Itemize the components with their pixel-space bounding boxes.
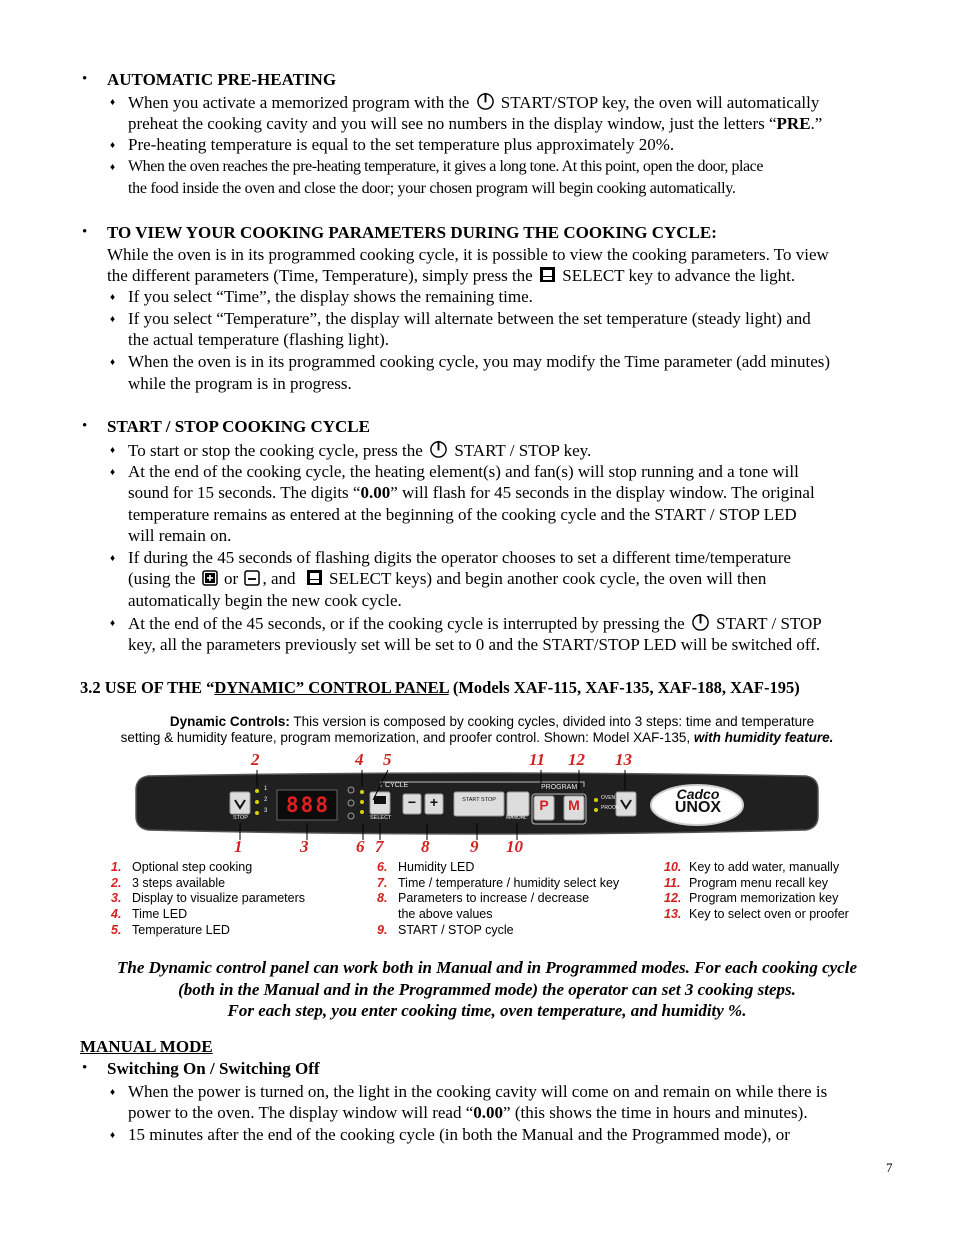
pre-word: PRE <box>776 114 811 133</box>
preheat-bullet-2: Pre-heating temperature is equal to the set temperature plus approximately 20%. <box>128 135 675 154</box>
manual-b1-pre: power to the oven. The display window will read “ <box>128 1103 474 1122</box>
legend-item <box>111 876 305 892</box>
b4-post: START / STOP <box>716 614 822 633</box>
preheat-bullet-1-line-2 <box>128 113 822 135</box>
diamond-bullet: ♦ <box>110 97 116 108</box>
legend-item <box>111 891 305 907</box>
legend-num: 13. <box>664 907 682 922</box>
bullet: • <box>82 418 88 434</box>
manual-mode-title: MANUAL MODE <box>80 1037 213 1056</box>
legend-num: 6. <box>377 860 388 874</box>
view-params-bullet-2-line-2: the actual temperature (flashing light). <box>128 330 390 349</box>
preheat-bullet-1-pre: When you activate a memorized program with the <box>128 93 470 112</box>
start-stop-icon <box>429 439 448 458</box>
callout-6: 6 <box>356 837 365 856</box>
legend-item <box>111 907 305 923</box>
b4-pre: At the end of the 45 seconds, or if the cooking cycle is interrupted by pressing the <box>128 614 685 633</box>
legend-item <box>377 923 619 939</box>
bullet: • <box>82 71 88 87</box>
figure-caption-line-2 <box>0 730 954 746</box>
callout-lines <box>0 765 954 845</box>
diamond-bullet: ♦ <box>110 1087 116 1098</box>
view-params-bullet-3-line-2: while the program is in progress. <box>128 374 352 393</box>
legend-num: 10. <box>664 860 682 874</box>
s32-underlined: DYNAMIC” CONTROL PANEL <box>214 678 449 697</box>
legend-column-3 <box>664 860 849 923</box>
callout-2: 2 <box>251 750 260 769</box>
start-stop-bullet-3-line-1: If during the 45 seconds of flashing digits the operator chooses to set a different time/temperature <box>128 548 791 567</box>
start-stop-bullet-1 <box>128 439 591 462</box>
legend-item <box>111 860 305 876</box>
s32-suffix: (Models XAF-115, XAF-135, XAF-188, XAF-195) <box>448 678 800 697</box>
b3-l2-c: , and <box>262 569 296 588</box>
minus-key[interactable]: − <box>407 794 417 810</box>
start-stop-bullet-2-line-2 <box>128 482 815 504</box>
start-stop-bullet-3-line-3: automatically begin the new cook cycle. <box>128 591 402 610</box>
legend-num: 5. <box>111 922 122 937</box>
panel-step-1: 1 <box>264 786 268 792</box>
panel-step-3: 3 <box>264 808 268 814</box>
m-key[interactable]: M <box>568 797 580 813</box>
legend-item <box>377 876 619 892</box>
preheat-bullet-3-line-2: the food inside the oven and close the door; your chosen program will begin cooking automatically. <box>128 180 736 197</box>
view-params-bullet-1: If you select “Time”, the display shows the remaining time. <box>128 287 533 306</box>
callout-4: 4 <box>355 750 364 769</box>
legend-item <box>377 891 619 907</box>
legend-text: Humidity LED <box>398 860 475 874</box>
view-params-para-line-1: While the oven is in its programmed cooking cycle, it is possible to view the cooking parameters. To view <box>107 245 829 264</box>
legend-text: Parameters to increase / decrease <box>398 891 590 906</box>
b2-l2-pre: sound for 15 seconds. The digits “ <box>128 483 361 502</box>
legend-text: the above values <box>398 907 493 922</box>
view-params-para-line-2 <box>107 265 795 287</box>
diamond-bullet: ♦ <box>110 140 116 151</box>
figure-caption-line-1 <box>0 714 954 730</box>
panel-program-label: PROGRAM <box>541 784 578 791</box>
panel-cycle-label: CYCLE <box>385 782 409 789</box>
start-stop-b1-pre: To start or stop the cooking cycle, press the <box>128 441 423 460</box>
callout-10: 10 <box>506 837 523 856</box>
callout-8: 8 <box>421 837 430 856</box>
heading-view-params: TO VIEW YOUR COOKING PARAMETERS DURING THE COOKING CYCLE: <box>107 223 717 242</box>
start-stop-bullet-4-line-2: key, all the parameters previously set will be set to 0 and the START/STOP LED will be switched off. <box>128 635 821 654</box>
plus-key[interactable]: + <box>429 794 439 810</box>
start-stop-key[interactable]: START STOP <box>462 797 496 803</box>
preheat-bullet-3-line-1: When the oven reaches the pre-heating temperature, it gives a long tone. At this point, open the door, place <box>128 158 763 175</box>
start-stop-icon <box>691 612 710 631</box>
legend-text: Key to add water, manually <box>689 860 840 874</box>
diamond-bullet: ♦ <box>110 314 116 325</box>
preheat-l2-post: .” <box>810 114 823 133</box>
manual-bullet-2-line-1: 15 minutes after the end of the cooking cycle (in both the Manual and the Programmed mode), or <box>128 1125 790 1144</box>
note-line-2: (both in the Manual and in the Programmed mode) the operator can set 3 cooking steps. <box>178 979 796 999</box>
select-key-icon <box>306 569 323 586</box>
minus-key-icon <box>244 570 260 586</box>
caption-l1: This version is composed by cooking cycles, divided into 3 steps: time and temperature <box>289 714 815 729</box>
diamond-bullet: ♦ <box>110 1130 116 1141</box>
panel-step-2: 2 <box>264 797 268 803</box>
legend-item <box>664 876 849 892</box>
legend-text: Display to visualize parameters <box>132 891 305 906</box>
digits-bold: 0.00 <box>360 483 391 502</box>
caption-l2: setting & humidity feature, program memorization, and proofer control. Shown: Model XAF-135, <box>120 730 694 745</box>
start-stop-b1-post: START / STOP key. <box>454 441 592 460</box>
legend-num: 12. <box>664 891 682 906</box>
callout-12: 12 <box>568 750 585 769</box>
manual-digits: 0.00 <box>473 1103 504 1122</box>
note-line-1: The Dynamic control panel can work both in Manual and in Programmed modes. For each cooking cycle <box>117 958 857 977</box>
caption-ital: with humidity feature. <box>693 730 834 745</box>
legend-text: Temperature LED <box>132 922 230 937</box>
diamond-bullet: ♦ <box>110 162 116 173</box>
view-params-post: SELECT key to advance the light. <box>562 266 796 285</box>
legend-text: START / STOP cycle <box>398 922 514 937</box>
legend-num: 9. <box>377 922 388 937</box>
diamond-bullet: ♦ <box>110 618 116 629</box>
b3-l2-d: SELECT keys) and begin another cook cycle, the oven will then <box>329 569 767 588</box>
diamond-bullet: ♦ <box>110 467 116 478</box>
start-stop-bullet-4-line-1 <box>128 612 822 635</box>
panel-select-label: SELECT <box>370 815 392 821</box>
panel-display: 888 <box>286 793 330 817</box>
legend-text: Program memorization key <box>689 891 839 906</box>
b2-l2-post: ” will flash for 45 seconds in the display window. The original <box>390 483 815 502</box>
manual-bullet-1-line-1: When the power is turned on, the light in the cooking cavity will come on and remain on while there is <box>128 1082 828 1101</box>
panel-stop-label: STOP <box>233 815 248 821</box>
diamond-bullet: ♦ <box>110 292 116 303</box>
callout-13: 13 <box>615 750 632 769</box>
legend-item <box>664 891 849 907</box>
panel-proof-label: PROOF <box>601 805 619 811</box>
legend-num: 1. <box>111 860 122 874</box>
legend-text: 3 steps available <box>132 875 226 890</box>
brand-name-2: UNOX <box>674 799 722 816</box>
legend-item <box>664 907 849 923</box>
legend-item <box>111 923 305 939</box>
legend-num: 3. <box>111 891 122 906</box>
diamond-bullet: ♦ <box>110 553 116 564</box>
legend-text: Program menu recall key <box>689 875 828 890</box>
figure-caption <box>0 714 954 746</box>
legend-num: 7. <box>377 875 388 890</box>
b3-l2-a: (using the <box>128 569 196 588</box>
start-stop-bullet-2-line-1: At the end of the cooking cycle, the heating element(s) and fan(s) will stop running and a tone will <box>128 462 799 481</box>
legend-num: 4. <box>111 907 122 922</box>
preheat-l2-pre: preheat the cooking cavity and you will see no numbers in the display window, just the letters “ <box>128 114 777 133</box>
legend-text: Time LED <box>132 907 188 922</box>
panel-oven-label: OVEN <box>601 795 616 801</box>
legend-column-2 <box>377 860 619 939</box>
start-stop-bullet-2-line-4: will remain on. <box>128 526 232 545</box>
legend-text: Optional step cooking <box>132 860 253 874</box>
dynamic-panel-note <box>60 957 914 1022</box>
legend-item <box>377 907 619 923</box>
callout-5: 5 <box>383 750 392 769</box>
manual-b1-post: ” (this shows the time in hours and minutes). <box>503 1103 808 1122</box>
bullet: • <box>82 224 88 240</box>
p-key[interactable]: P <box>539 797 549 813</box>
panel-manual-label: MANUAL <box>506 815 527 821</box>
legend-column-1 <box>111 860 305 939</box>
s32-prefix: 3.2 USE OF THE “ <box>80 678 215 697</box>
heading-preheating: AUTOMATIC PRE-HEATING <box>107 70 337 89</box>
plus-key-icon <box>202 570 218 586</box>
view-params-pre: the different parameters (Time, Temperature), simply press the <box>107 266 533 285</box>
legend-item <box>664 860 849 876</box>
heading-start-stop: START / STOP COOKING CYCLE <box>107 417 370 436</box>
b3-l2-b: or <box>224 569 239 588</box>
diamond-bullet: ♦ <box>110 445 116 456</box>
diamond-bullet: ♦ <box>110 357 116 368</box>
callout-1: 1 <box>234 837 243 856</box>
view-params-bullet-3-line-1: When the oven is in its programmed cooking cycle, you may modify the Time parameter (add minutes) <box>128 352 831 371</box>
start-stop-bullet-3-line-2 <box>128 568 766 590</box>
legend-text: Key to select oven or proofer <box>689 907 849 922</box>
start-stop-bullet-2-line-3: temperature remains as entered at the beginning of the cooking cycle and the START / STOP LED <box>128 505 797 524</box>
manual-bullet-1-line-2 <box>128 1102 808 1124</box>
legend-num: 11. <box>664 875 681 890</box>
callout-7: 7 <box>375 837 384 856</box>
legend-text: Time / temperature / humidity select key <box>398 875 620 890</box>
page-number: 7 <box>886 1160 893 1175</box>
note-line-3: For each step, you enter cooking time, oven temperature, and humidity %. <box>227 1001 747 1021</box>
section-3-2-heading <box>80 678 800 698</box>
switching-heading: Switching On / Switching Off <box>107 1059 320 1078</box>
brand-name-1: Cadco <box>676 786 720 802</box>
view-params-bullet-2-line-1: If you select “Temperature”, the display will alternate between the set temperature (steady light) and <box>128 309 811 328</box>
preheat-bullet-1-post: START/STOP key, the oven will automatically <box>500 93 820 112</box>
legend-num: 8. <box>377 891 388 906</box>
legend-item <box>377 860 619 876</box>
legend-num: 2. <box>111 875 122 890</box>
callout-11: 11 <box>529 750 546 769</box>
callout-3: 3 <box>300 837 309 856</box>
select-key-icon <box>539 266 556 283</box>
caption-bold: Dynamic Controls: <box>169 714 290 729</box>
callout-9: 9 <box>470 837 479 856</box>
preheat-bullet-1-line-1 <box>128 91 819 114</box>
bullet: • <box>82 1060 88 1076</box>
start-stop-icon <box>476 91 495 110</box>
